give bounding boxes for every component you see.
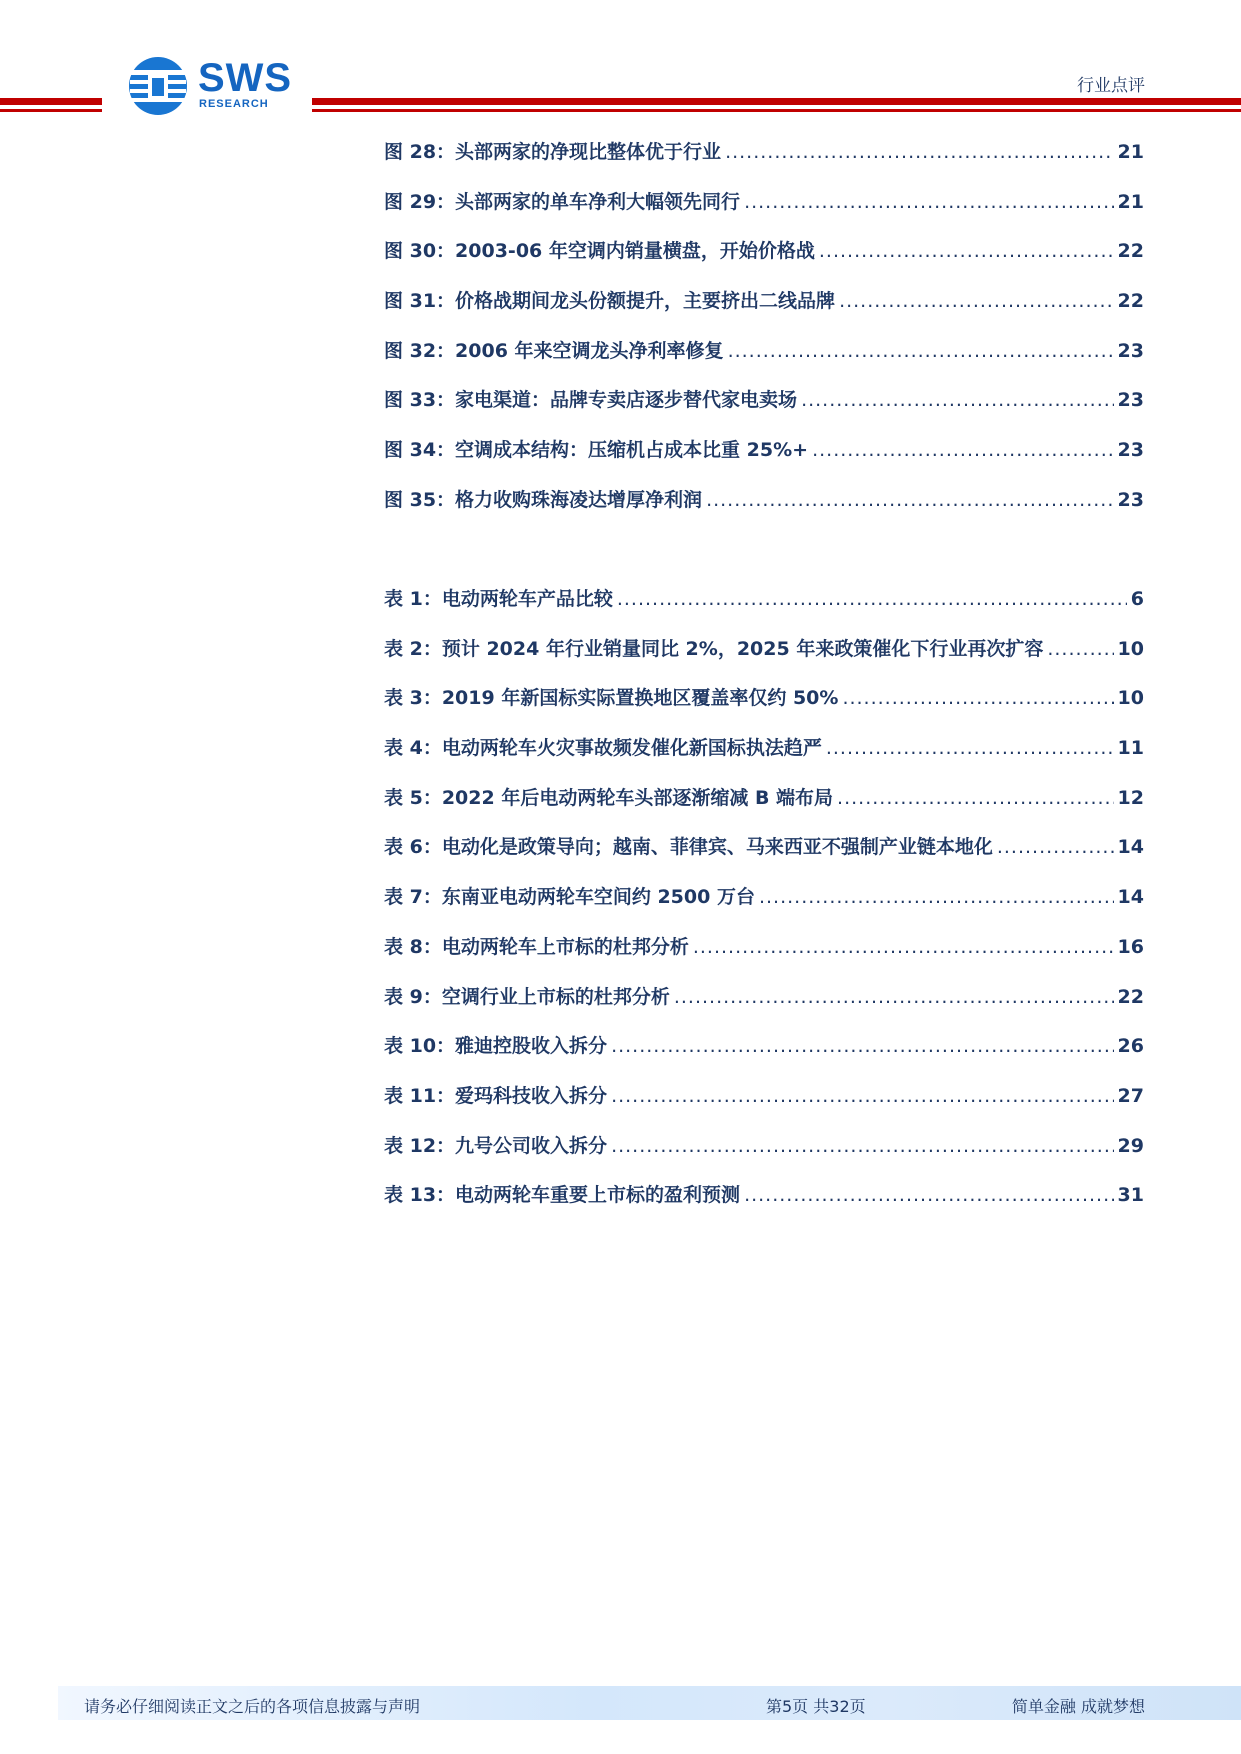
- header-rule-left: [0, 98, 102, 112]
- toc-entry[interactable]: [384, 426, 1144, 476]
- toc-leader: [674, 973, 1114, 1023]
- toc-entry[interactable]: [384, 823, 1144, 873]
- toc-leader: [759, 873, 1114, 923]
- toc-entry[interactable]: [384, 873, 1144, 923]
- logo-wordmark: SWS: [198, 56, 293, 100]
- toc-entry-label: 图 28：头部两家的净现比整体优于行业: [384, 141, 722, 163]
- toc-entry[interactable]: [384, 973, 1144, 1023]
- toc-entry[interactable]: [384, 1022, 1144, 1072]
- toc-leader: [839, 277, 1113, 327]
- toc-entry-label: 表 6：电动化是政策导向；越南、菲律宾、马来西亚不强制产业链本地化: [384, 836, 993, 859]
- toc-leader: [842, 674, 1113, 724]
- logo-subtext: RESEARCH: [199, 98, 269, 110]
- page-footer: [0, 1686, 1241, 1720]
- toc-entry-label: 图 30：2003-06 年空调内销量横盘，开始价格战: [384, 240, 815, 263]
- toc-leader: [728, 327, 1114, 377]
- toc-entry-label: 表 10：雅迪控股收入拆分: [384, 1035, 608, 1058]
- toc-entry-page: 23: [1117, 439, 1144, 462]
- toc-entry-label: 表 4：电动两轮车火灾事故频发催化新国标执法趋严: [384, 737, 822, 760]
- toc-entry-label: 表 12：九号公司收入拆分: [384, 1134, 608, 1157]
- toc-entry-label: 表 5：2022 年后电动两轮车头部逐渐缩减 B 端布局: [384, 786, 834, 809]
- toc-entry-label: 表 2：预计 2024 年行业销量同比 2%，2025 年来政策催化下行业再次扩容: [384, 637, 1044, 660]
- toc-leader: [837, 774, 1114, 824]
- toc-leader: [744, 178, 1113, 228]
- toc-entry-page: 22: [1117, 985, 1144, 1008]
- toc-entry-page: 23: [1117, 488, 1144, 511]
- toc-entry-label: 表 1：电动两轮车产品比较: [384, 588, 613, 610]
- toc-entry-page: 14: [1117, 836, 1144, 859]
- toc-entry-page: 11: [1117, 737, 1144, 760]
- toc-entry[interactable]: [384, 128, 1144, 178]
- toc-entry[interactable]: [384, 476, 1144, 526]
- toc-entry-label: 图 35：格力收购珠海凌达增厚净利润: [384, 488, 703, 511]
- toc-entry[interactable]: [384, 277, 1144, 327]
- toc-entry[interactable]: [384, 1072, 1144, 1122]
- toc-entry[interactable]: [384, 227, 1144, 277]
- toc-entry-label: 图 34：空调成本结构：压缩机占成本比重 25%+: [384, 439, 809, 462]
- toc-entry[interactable]: [384, 1122, 1144, 1172]
- toc-entry-page: 27: [1117, 1084, 1144, 1107]
- sws-logo-icon: [128, 56, 188, 116]
- toc-leader: [744, 1171, 1113, 1221]
- toc-entry[interactable]: [384, 923, 1144, 973]
- toc-entry-page: 22: [1117, 240, 1144, 263]
- toc-entry-label: 表 3：2019 年新国标实际置换地区覆盖率仅约 50%: [384, 687, 839, 710]
- toc-entry-page: 29: [1117, 1134, 1144, 1157]
- toc-leader: [1047, 625, 1113, 675]
- toc-leader: [725, 128, 1113, 178]
- toc-leader: [812, 426, 1113, 476]
- toc-entry-page: 10: [1117, 687, 1144, 710]
- toc-entry-page: 21: [1117, 141, 1144, 163]
- toc-leader: [693, 923, 1114, 973]
- toc-leader: [997, 823, 1114, 873]
- toc-entry-page: 23: [1117, 339, 1144, 362]
- toc-entry-label: 图 33：家电渠道：品牌专卖店逐步替代家电卖场: [384, 389, 798, 412]
- report-type-label: 行业点评: [1077, 76, 1145, 96]
- toc-entry-page: 14: [1117, 886, 1144, 909]
- toc-entry-page: 23: [1117, 389, 1144, 412]
- toc-leader: [611, 1072, 1113, 1122]
- toc-entry[interactable]: [384, 575, 1144, 625]
- toc-leader: [611, 1022, 1113, 1072]
- toc-entry-page: 10: [1117, 637, 1144, 660]
- toc-entry[interactable]: [384, 674, 1144, 724]
- toc-leader: [826, 724, 1114, 774]
- toc-entry-label: 表 11：爱玛科技收入拆分: [384, 1084, 608, 1107]
- toc-entry-page: 12: [1117, 786, 1144, 809]
- toc-leader: [706, 476, 1113, 526]
- footer-slogan: 简单金融 成就梦想: [1011, 1697, 1145, 1716]
- toc-leader: [617, 575, 1127, 625]
- toc-leader: [801, 376, 1113, 426]
- toc-entry-page: 16: [1117, 935, 1144, 958]
- toc-entry-label: 表 9：空调行业上市标的杜邦分析: [384, 985, 670, 1008]
- toc-entry-label: 表 8：电动两轮车上市标的杜邦分析: [384, 935, 689, 958]
- footer-page-number: 第5页 共32页: [766, 1697, 866, 1716]
- toc-entry[interactable]: [384, 178, 1144, 228]
- toc-leader: [611, 1122, 1113, 1172]
- toc-entry[interactable]: [384, 724, 1144, 774]
- toc-entry[interactable]: [384, 774, 1144, 824]
- toc-entry-page: 31: [1117, 1184, 1144, 1207]
- toc-entry[interactable]: [384, 376, 1144, 426]
- toc-entry-label: 图 31：价格战期间龙头份额提升，主要挤出二线品牌: [384, 290, 836, 313]
- toc-entry[interactable]: [384, 1171, 1144, 1221]
- toc-entry-page: 22: [1117, 290, 1144, 313]
- sws-logo: [128, 52, 293, 118]
- toc-entry-page: 21: [1117, 190, 1144, 213]
- toc-entry-label: 图 29：头部两家的单车净利大幅领先同行: [384, 190, 741, 213]
- header-rule-right: [312, 98, 1241, 112]
- toc-entry-page: 26: [1117, 1035, 1144, 1058]
- footer-disclaimer: 请务必仔细阅读正文之后的各项信息披露与声明: [84, 1697, 421, 1716]
- page-header: [0, 0, 1241, 120]
- figures-toc: [384, 128, 1144, 526]
- toc-entry-label: 图 32：2006 年来空调龙头净利率修复: [384, 339, 724, 362]
- toc-entry-label: 表 7：东南亚电动两轮车空间约 2500 万台: [384, 886, 755, 909]
- toc-leader: [819, 227, 1114, 277]
- toc-entry[interactable]: [384, 327, 1144, 377]
- toc-entry-page: 6: [1130, 588, 1144, 610]
- toc-entry[interactable]: [384, 625, 1144, 675]
- toc-entry-label: 表 13：电动两轮车重要上市标的盈利预测: [384, 1184, 741, 1207]
- tables-toc: [384, 575, 1144, 1221]
